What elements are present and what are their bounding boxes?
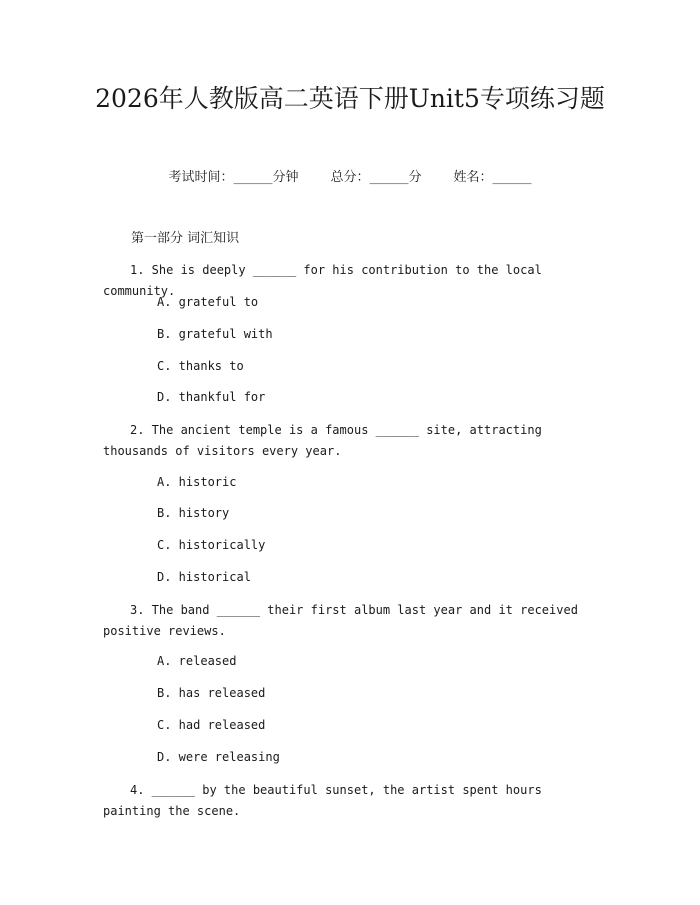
exam-score: 总分：______分 (330, 170, 422, 185)
exam-name: 姓名：______ (453, 170, 532, 185)
question-1: 1. She is deeply ______ for his contribution to the local community. (103, 263, 542, 298)
question-3-option-c: C. had released (157, 718, 266, 732)
question-4: 4. ______ by the beautiful sunset, the artist spent hours painting the scene. (103, 783, 542, 818)
question-2-option-a: A. historic (157, 475, 237, 489)
question-2-option-d: D. historical (157, 570, 251, 584)
question-3-option-a: A. released (157, 654, 237, 668)
question-1-option-b: B. grateful with (157, 327, 273, 341)
exam-time: 考试时间：______分钟 (168, 170, 299, 185)
question-3-option-b: B. has released (157, 686, 266, 700)
question-1-option-c: C. thanks to (157, 359, 244, 373)
question-2-option-b: B. history (157, 506, 230, 520)
question-2: 2. The ancient temple is a famous ______ site, attracting thousands of visitors every year. (103, 423, 542, 458)
question-3: 3. The band ______ their first album last year and it received positive reviews. (103, 603, 578, 638)
question-3-option-d: D. were releasing (157, 750, 280, 764)
page-title: 2026年人教版高二英语下册Unit5专项练习题 (95, 84, 605, 113)
question-1-option-d: D. thankful for (157, 390, 266, 404)
section-title: 第一部分 词汇知识 (131, 231, 240, 246)
question-2-option-c: C. historically (157, 538, 266, 552)
question-1-option-a: A. grateful to (157, 295, 259, 309)
exam-meta (0, 169, 700, 187)
